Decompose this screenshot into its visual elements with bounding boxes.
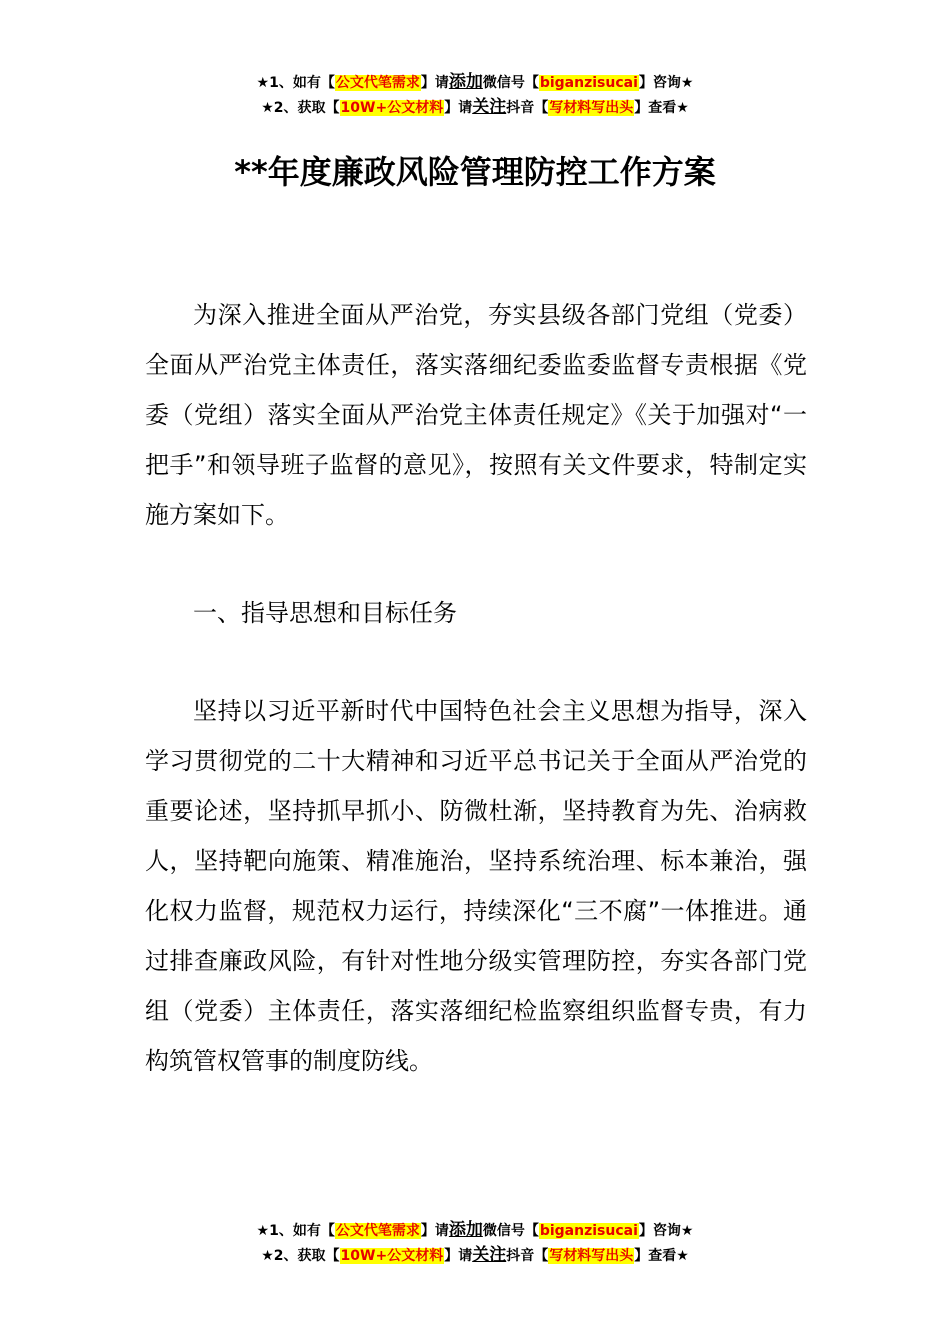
- banner-line-2: ★2、获取【10W+公文材料】请关注抖音【写材料写出头】查看★: [261, 1245, 689, 1265]
- star-icon: ★: [256, 1223, 270, 1239]
- banner-line-1: ★1、如有【公文代笔需求】请添加微信号【biganzisucai】咨询★: [256, 72, 694, 92]
- douyin-highlight: 写材料写出头: [549, 1248, 634, 1264]
- bottom-banner: [0, 1218, 950, 1268]
- wechat-id-highlight: biganzisucai: [539, 1223, 638, 1239]
- section-heading: 一、指导思想和目标任务: [193, 599, 457, 627]
- star-icon: ★: [676, 1248, 689, 1264]
- banner-line-2: ★2、获取【10W+公文材料】请关注抖音【写材料写出头】查看★: [261, 97, 689, 117]
- star-icon: ★: [680, 75, 694, 91]
- top-banner: [0, 70, 950, 120]
- materials-highlight: 10W+公文材料: [340, 100, 444, 116]
- banner-line-1: ★1、如有【公文代笔需求】请添加微信号【biganzisucai】咨询★: [256, 1220, 694, 1240]
- douyin-highlight: 写材料写出头: [549, 100, 634, 116]
- intro-paragraph: 为深入推进全面从严治党，夯实县级各部门党组（党委）全面从严治党主体责任，落实落细纪委监委监督专责根据《党委（党组）落实全面从严治党主体责任规定》《关于加强对“一把手”和领导班子监督的意见》，按照有关文件要求，特制定实施方案如下。: [145, 301, 807, 529]
- star-icon: ★: [261, 100, 274, 116]
- document-body: [145, 290, 807, 1086]
- star-icon: ★: [680, 1223, 694, 1239]
- materials-highlight: 10W+公文材料: [340, 1248, 444, 1264]
- star-icon: ★: [256, 75, 270, 91]
- ghostwriting-highlight: 公文代笔需求: [335, 1223, 420, 1239]
- ghostwriting-highlight: 公文代笔需求: [335, 75, 420, 91]
- document-title: **年度廉政风险管理防控工作方案: [234, 153, 716, 191]
- star-icon: ★: [676, 100, 689, 116]
- star-icon: ★: [261, 1248, 274, 1264]
- body-paragraph: 坚持以习近平新时代中国特色社会主义思想为指导，深入学习贯彻党的二十大精神和习近平总书记关于全面从严治党的重要论述，坚持抓早抓小、防微杜渐，坚持教育为先、治病救人，坚持靶向施策、精准施治，坚持系统治理、标本兼治，强化权力监督，规范权力运行，持续深化“三不腐”一体推进。通过排查廉政风险，有针对性地分级实管理防控，夯实各部门党组（党委）主体责任，落实落细纪检监察组织监督专贵，有力构筑管权管事的制度防线。: [145, 697, 807, 1075]
- wechat-id-highlight: biganzisucai: [539, 75, 638, 91]
